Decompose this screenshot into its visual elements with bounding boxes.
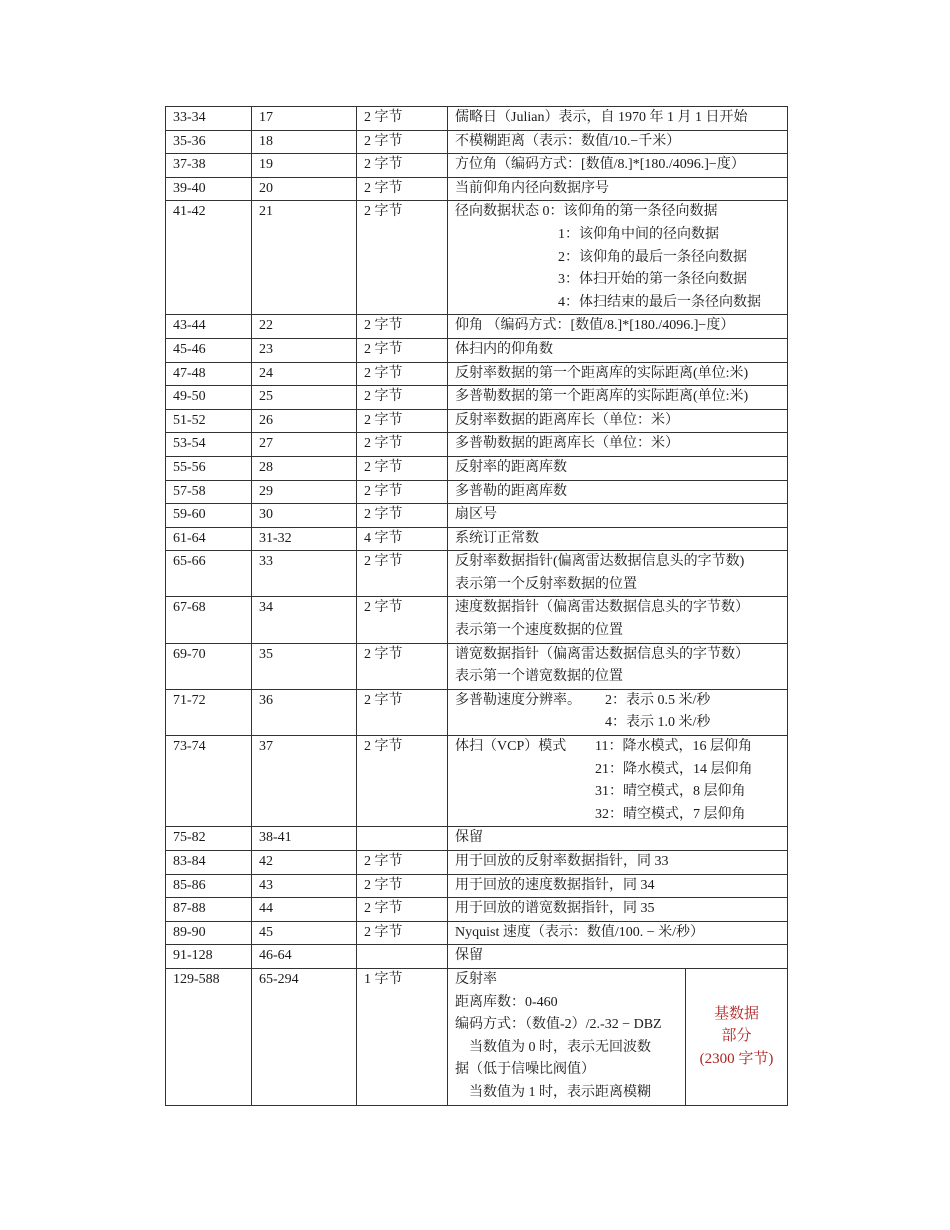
byte-offset-cell: 51-52 (166, 409, 252, 433)
field-size-cell: 2 字节 (357, 177, 448, 201)
description-line: 仰角 （编码方式：[数值/8.]*[180./4096.]−度） (455, 318, 735, 334)
table-row (166, 201, 788, 315)
description-line: 多普勒数据的第一个距离库的实际距离(单位:米) (455, 389, 749, 405)
byte-offset-cell: 61-64 (166, 527, 252, 551)
table-row (166, 386, 788, 410)
field-number-cell: 30 (252, 504, 357, 528)
description-line: 距离库数：0-460 (455, 994, 558, 1010)
description-line: 编码方式：（数值-2）/2.-32 − DBZ (455, 1017, 662, 1033)
description-line: 径向数据状态 0：该仰角的第一条径向数据 (455, 204, 718, 220)
description-line: 反射率数据指针(偏离雷达数据信息头的字节数) (455, 554, 745, 570)
byte-offset-cell: 87-88 (166, 898, 252, 922)
byte-offset-cell: 53-54 (166, 433, 252, 457)
description-line: 2：该仰角的最后一条径向数据 (558, 249, 747, 265)
field-number-cell: 24 (252, 362, 357, 386)
description-line (455, 759, 787, 782)
field-description-cell (448, 362, 788, 386)
field-number-cell: 43 (252, 874, 357, 898)
field-description-cell (448, 504, 788, 528)
byte-offset-cell: 49-50 (166, 386, 252, 410)
description-line: 3：体扫开始的第一条径向数据 (558, 272, 747, 288)
description-line: 扇区号 (455, 507, 497, 523)
table-row (166, 921, 788, 945)
table-row (166, 945, 788, 969)
field-description-cell (448, 201, 788, 315)
byte-offset-cell: 33-34 (166, 107, 252, 131)
radar-data-format-table (165, 106, 788, 1106)
field-description-cell (448, 130, 788, 154)
vcp-mode-row (166, 736, 788, 827)
field-number-cell: 44 (252, 898, 357, 922)
field-number-cell: 35 (252, 643, 357, 689)
byte-offset-cell: 55-56 (166, 456, 252, 480)
field-description-cell (448, 968, 686, 1105)
field-number-cell: 45 (252, 921, 357, 945)
description-line: 4：体扫结束的最后一条径向数据 (558, 294, 761, 310)
field-description-cell: 保留 (448, 827, 788, 851)
description-line (455, 736, 787, 759)
field-number-cell: 22 (252, 315, 357, 339)
field-number-cell: 28 (252, 456, 357, 480)
byte-offset-cell: 47-48 (166, 362, 252, 386)
field-size-cell: 2 字节 (357, 643, 448, 689)
reflectivity-data-row (166, 968, 788, 1105)
field-number-cell: 34 (252, 597, 357, 643)
byte-offset-cell: 71-72 (166, 689, 252, 735)
field-number-cell: 26 (252, 409, 357, 433)
field-size-cell: 2 字节 (357, 107, 448, 131)
field-description-cell: 用于回放的速度数据指针，同 34 (448, 874, 788, 898)
field-number-cell: 25 (252, 386, 357, 410)
field-number-cell: 27 (252, 433, 357, 457)
field-size-cell: 2 字节 (357, 898, 448, 922)
description-line: 体扫内的仰角数 (455, 341, 553, 357)
field-description-cell (448, 315, 788, 339)
field-number-cell: 19 (252, 154, 357, 178)
table-row (166, 643, 788, 689)
table-row (166, 338, 788, 362)
field-size-cell: 2 字节 (357, 386, 448, 410)
field-description-cell (448, 386, 788, 410)
field-description-cell (448, 107, 788, 131)
description-line: 据（低于信噪比阀值） (455, 1062, 595, 1078)
table-row (166, 898, 788, 922)
description-line: 表示第一个谱宽数据的位置 (455, 669, 623, 685)
table-row (166, 130, 788, 154)
byte-offset-cell: 75-82 (166, 827, 252, 851)
field-description-cell (448, 643, 788, 689)
field-description-cell (448, 409, 788, 433)
description-line: 当数值为 1 时，表示距离模糊 (469, 1084, 651, 1100)
field-number-cell: 31-32 (252, 527, 357, 551)
field-size-cell: 2 字节 (357, 551, 448, 597)
field-number-cell: 18 (252, 130, 357, 154)
table-row (166, 597, 788, 643)
field-number-cell: 36 (252, 689, 357, 735)
field-size-cell: 2 字节 (357, 362, 448, 386)
field-number-cell: 29 (252, 480, 357, 504)
description-line: 速度数据指针（偏离雷达数据信息头的字节数） (455, 600, 749, 616)
byte-offset-cell: 35-36 (166, 130, 252, 154)
description-lead: 体扫（VCP）模式 (455, 739, 567, 755)
field-number-cell: 65-294 (252, 968, 357, 1105)
field-size-cell: 2 字节 (357, 480, 448, 504)
field-size-cell: 2 字节 (357, 921, 448, 945)
field-description-cell (448, 689, 788, 735)
field-size-cell: 2 字节 (357, 338, 448, 362)
field-description-cell: 保留 (448, 945, 788, 969)
option-item: 2：表示 0.5 米/秒 (605, 692, 711, 708)
byte-offset-cell: 59-60 (166, 504, 252, 528)
field-description-cell (448, 480, 788, 504)
base-data-section-label (686, 968, 788, 1105)
field-description-cell (448, 154, 788, 178)
field-number-cell: 46-64 (252, 945, 357, 969)
table-row (166, 433, 788, 457)
description-line: 多普勒的距离库数 (455, 483, 567, 499)
byte-offset-cell: 43-44 (166, 315, 252, 339)
field-size-cell: 2 字节 (357, 851, 448, 875)
field-number-cell: 42 (252, 851, 357, 875)
byte-offset-cell: 45-46 (166, 338, 252, 362)
byte-offset-cell: 89-90 (166, 921, 252, 945)
description-line (455, 781, 787, 804)
table-row (166, 504, 788, 528)
table-row (166, 827, 788, 851)
byte-offset-cell: 39-40 (166, 177, 252, 201)
field-description-cell (448, 338, 788, 362)
field-number-cell: 21 (252, 201, 357, 315)
field-number-cell: 17 (252, 107, 357, 131)
description-line (455, 712, 787, 735)
table-row (166, 874, 788, 898)
section-label-line: (2300 字节) (699, 1051, 774, 1068)
field-size-cell: 2 字节 (357, 504, 448, 528)
field-size-cell (357, 945, 448, 969)
description-line: 不模糊距离（表示：数值/10.−千米） (455, 133, 681, 149)
description-line: 1：该仰角中间的径向数据 (558, 226, 719, 242)
byte-offset-cell: 41-42 (166, 201, 252, 315)
byte-offset-cell: 65-66 (166, 551, 252, 597)
byte-offset-cell: 73-74 (166, 736, 252, 827)
field-number-cell: 20 (252, 177, 357, 201)
field-description-cell (448, 736, 788, 827)
field-size-cell: 1 字节 (357, 968, 448, 1105)
description-line (455, 804, 787, 827)
field-size-cell: 2 字节 (357, 874, 448, 898)
field-size-cell (357, 827, 448, 851)
description-line: 当数值为 0 时，表示无回波数 (469, 1039, 651, 1055)
description-line: 反射率数据的距离库长（单位：米） (455, 412, 679, 428)
option-item: 4：表示 1.0 米/秒 (605, 715, 711, 731)
field-size-cell: 2 字节 (357, 130, 448, 154)
table-row (166, 362, 788, 386)
option-item: 21：降水模式，14 层仰角 (595, 761, 753, 777)
table-row (166, 107, 788, 131)
field-size-cell: 2 字节 (357, 689, 448, 735)
field-number-cell: 23 (252, 338, 357, 362)
description-line: 表示第一个速度数据的位置 (455, 623, 623, 639)
description-line: 当前仰角内径向数据序号 (455, 180, 609, 196)
field-size-cell: 2 字节 (357, 201, 448, 315)
field-description-cell (448, 527, 788, 551)
table-row (166, 527, 788, 551)
table-row (166, 409, 788, 433)
field-size-cell: 2 字节 (357, 154, 448, 178)
description-line: 反射率数据的第一个距离库的实际距离(单位:米) (455, 365, 749, 381)
velocity-resolution-row (166, 689, 788, 735)
field-size-cell: 4 字节 (357, 527, 448, 551)
byte-offset-cell: 67-68 (166, 597, 252, 643)
field-description-cell (448, 177, 788, 201)
field-description-cell: Nyquist 速度（表示：数值/100. − 米/秒） (448, 921, 788, 945)
description-lead: 多普勒速度分辨率。 (455, 692, 581, 708)
byte-offset-cell: 129-588 (166, 968, 252, 1105)
table-row (166, 456, 788, 480)
field-size-cell: 2 字节 (357, 456, 448, 480)
description-line: 儒略日（Julian）表示，自 1970 年 1 月 1 日开始 (455, 110, 748, 125)
table-row (166, 480, 788, 504)
field-description-cell: 用于回放的反射率数据指针，同 33 (448, 851, 788, 875)
table-row (166, 177, 788, 201)
byte-offset-cell: 37-38 (166, 154, 252, 178)
description-line: 反射率 (455, 971, 497, 987)
field-number-cell: 37 (252, 736, 357, 827)
option-item: 32：晴空模式，7 层仰角 (595, 806, 746, 822)
description-line: 方位角（编码方式：[数值/8.]*[180./4096.]−度） (455, 157, 745, 173)
field-size-cell: 2 字节 (357, 409, 448, 433)
byte-offset-cell: 83-84 (166, 851, 252, 875)
field-description-cell: 用于回放的谱宽数据指针，同 35 (448, 898, 788, 922)
field-description-cell (448, 456, 788, 480)
option-item: 11：降水模式，16 层仰角 (595, 739, 752, 755)
description-line: 系统订正常数 (455, 530, 539, 546)
table-row (166, 315, 788, 339)
table-row (166, 154, 788, 178)
description-line: 多普勒数据的距离库长（单位：米） (455, 436, 679, 452)
table-row (166, 551, 788, 597)
field-size-cell: 2 字节 (357, 736, 448, 827)
table-body (166, 107, 788, 1106)
table-row (166, 851, 788, 875)
option-item: 31：晴空模式，8 层仰角 (595, 784, 746, 800)
description-line: 反射率的距离库数 (455, 459, 567, 475)
byte-offset-cell: 91-128 (166, 945, 252, 969)
section-label-line: 部分 (721, 1028, 752, 1045)
field-description-cell (448, 551, 788, 597)
description-line: 表示第一个反射率数据的位置 (455, 576, 637, 592)
field-number-cell: 38-41 (252, 827, 357, 851)
byte-offset-cell: 69-70 (166, 643, 252, 689)
field-size-cell: 2 字节 (357, 433, 448, 457)
byte-offset-cell: 85-86 (166, 874, 252, 898)
field-number-cell: 33 (252, 551, 357, 597)
section-label-line: 基数据 (714, 1005, 760, 1022)
description-line (455, 690, 787, 713)
field-description-cell (448, 433, 788, 457)
field-description-cell (448, 597, 788, 643)
description-line: 谱宽数据指针（偏离雷达数据信息头的字节数） (455, 646, 749, 662)
byte-offset-cell: 57-58 (166, 480, 252, 504)
field-size-cell: 2 字节 (357, 315, 448, 339)
field-size-cell: 2 字节 (357, 597, 448, 643)
